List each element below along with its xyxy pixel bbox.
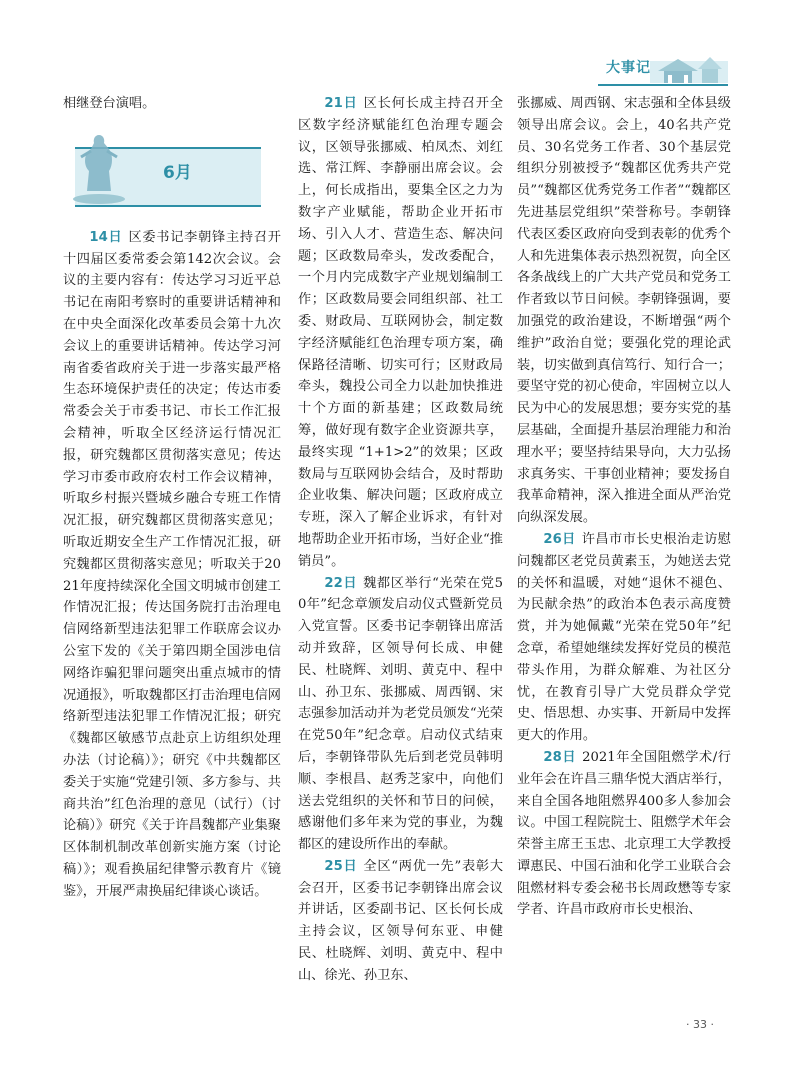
event-entry — [517, 529, 731, 747]
event-entry — [517, 747, 731, 921]
section-title: 大事记 — [606, 60, 651, 76]
header-rule — [598, 84, 728, 86]
statue-icon — [69, 131, 129, 205]
event-entry — [298, 93, 503, 573]
event-text: 区长何长成主持召开全区数字经济赋能红色治理专题会议，区领导张挪威、柏凤杰、刘红选、常江辉、李静丽出席会议。会上，何长成指出，要集全区之力为数字产业赋能，帮助企业开拓市场、引入人才、营造生态、解决问题；区政数局牵头，发改委配合，一个月内完成数字产业规划编制工作；区政数局要会同组织部、社工委、财政局、互联网协会，制定数字经济赋能红色治理专项方案，确保路径清晰、切实可行；区财政局牵头，魏投公司全力以赴加快推进十个方面的新基建；区政数局统筹，做好现有数字企业资源共享，最终实现 “1+1>2”的效果；区政数局与互联网协会结合，及时帮助企业收集、解决问题；区政府成立专班，深入了解企业诉求，有针对地帮助企业开拓市场，当好企业“推销员”。 — [298, 96, 504, 569]
column-2 — [298, 93, 503, 987]
page-number: · 33 · — [686, 1018, 714, 1031]
event-entry — [298, 573, 503, 856]
event-date: 26日 — [543, 531, 576, 547]
event-text: 2021年全国阻燃学术/行业年会在许昌三鼎华悦大酒店举行，来自全国各地阻燃界400多人参加会议。中国工程院院士、阻燃学术年会荣誉主席王玉忠、北京理工大学教授谭惠民、中国石油和化学工业联合会阻燃材料专委会秘书长周政懋等专家学者、许昌市政府市长史根治、 — [517, 749, 731, 918]
month-label: 6月 — [163, 162, 192, 183]
column-3 — [517, 93, 731, 921]
column-1 — [63, 93, 281, 903]
event-date: 22日 — [324, 575, 358, 591]
event-date: 25日 — [324, 858, 358, 874]
continued-text: 相继登台演唱。 — [63, 96, 156, 111]
section-badge — [598, 49, 728, 83]
event-text: 全区“两优一先”表彰大会召开，区委书记李朝锋出席会议并讲话，区委副书记、区长何长成主持会议，区领导何东亚、申健民、杜晓辉、刘明、黄克中、程中山、徐光、孙卫东、 — [298, 858, 504, 983]
event-text: 许昌市市长史根治走访慰问魏都区老党员黄素玉，为她送去党的关怀和温暖，对她“退休不褪色、为民献余热”的政治本色表示高度赞赏，并为她佩戴“光荣在党50年”纪念章，希望她继续发挥好党员的模范带头作用，为群众解难、为社区分忧，在教育引导广大党员群众学党史、悟思想、办实事、开新局中发挥更大的作用。 — [517, 531, 731, 744]
event-text: 区委书记李朝锋主持召开十四届区委常委会第142次会议。会议的主要内容有：传达学习习近平总书记在南阳考察时的重要讲话精神和在中央全面深化改革委员会第十九次会议上的重要讲话精神。传达学习河南省委省政府关于进一步落实最严格生态环境保护责任的决定；传达市委常委会关于市委书记、市长工作汇报会精神，听取全区经济运行情况汇报，研究魏都区贯彻落实意见；传达学习市委市政府农村工作会议精神，听取乡村振兴暨城乡融合专班工作情况汇报，研究魏都区贯彻落实意见；听取近期安全生产工作情况汇报，研究魏都区贯彻落实意见；听取关于2021年度持续深化全国文明城市创建工作情况汇报；传达国务院打击治理电信网络新型违法犯罪工作联席会议办公室下发的《关于第四期全国涉电信网络诈骗犯罪问题突出重点城市的情况通报》，听取魏都区打击治理电信网络新型违法犯罪工作情况汇报；研究《魏都区敏感节点赴京上访组织处理办法（讨论稿）》；研究《中共魏都区委关于实施“党建引领、多方参与、共商共治”红色治理的意见（试行）（讨论稿）》研究《关于许昌魏都产业集聚区体制机制改革创新实施方案（讨论稿）》；观看换届纪律警示教育片《镜鉴》，开展严肃换届纪律谈心谈话。 — [63, 229, 281, 899]
event-date: 21日 — [324, 96, 358, 111]
event-date: 28日 — [543, 749, 577, 765]
event-text: 魏都区举行“光荣在党50年”纪念章颁发启动仪式暨新党员入党宣誓。区委书记李朝锋出席活动并致辞，区领导何长成、申健民、杜晓辉、刘明、黄克中、程中山、孙卫东、张挪威、周西钢、宋志强参加活动并为老党员颁发“光荣在党50年”纪念章。启动仪式结束后，李朝锋带队先后到老党员韩明顺、李根昌、赵秀芝家中，向他们送去党组织的关怀和节日的问候，感谢他们多年来为党的事业，为魏都区的建设所作出的奉献。 — [298, 575, 503, 853]
continued-text: 张挪威、周西钢、宋志强和全体县级领导出席会议。会上，40名共产党员、30名党务工作者、30个基层党组织分别被授予“魏都区优秀共产党员”“魏都区优秀党务工作者”“魏都区先进基层党组织”荣誉称号。李朝锋代表区委区政府向受到表彰的优秀个人和先进集体表示热烈祝贺，向全区各条战线上的广大共产党员和党务工作者致以节日问候。李朝锋强调，要加强党的政治建设，不断增强“两个维护”政治自觉；要强化党的理论武装，切实做到真信笃行、知行合一；要坚守党的初心使命，牢固树立以人民为中心的发展思想；要夯实党的基层基础，全面提升基层治理能力和治理水平；要坚持结果导向，大力弘扬求真务实、干事创业精神；要发扬自我革命精神，深入推进全面从严治党向纵深发展。 — [517, 96, 731, 526]
event-entry — [63, 227, 281, 903]
event-date: 14日 — [89, 229, 123, 245]
event-entry — [298, 856, 503, 987]
month-heading — [75, 147, 261, 207]
